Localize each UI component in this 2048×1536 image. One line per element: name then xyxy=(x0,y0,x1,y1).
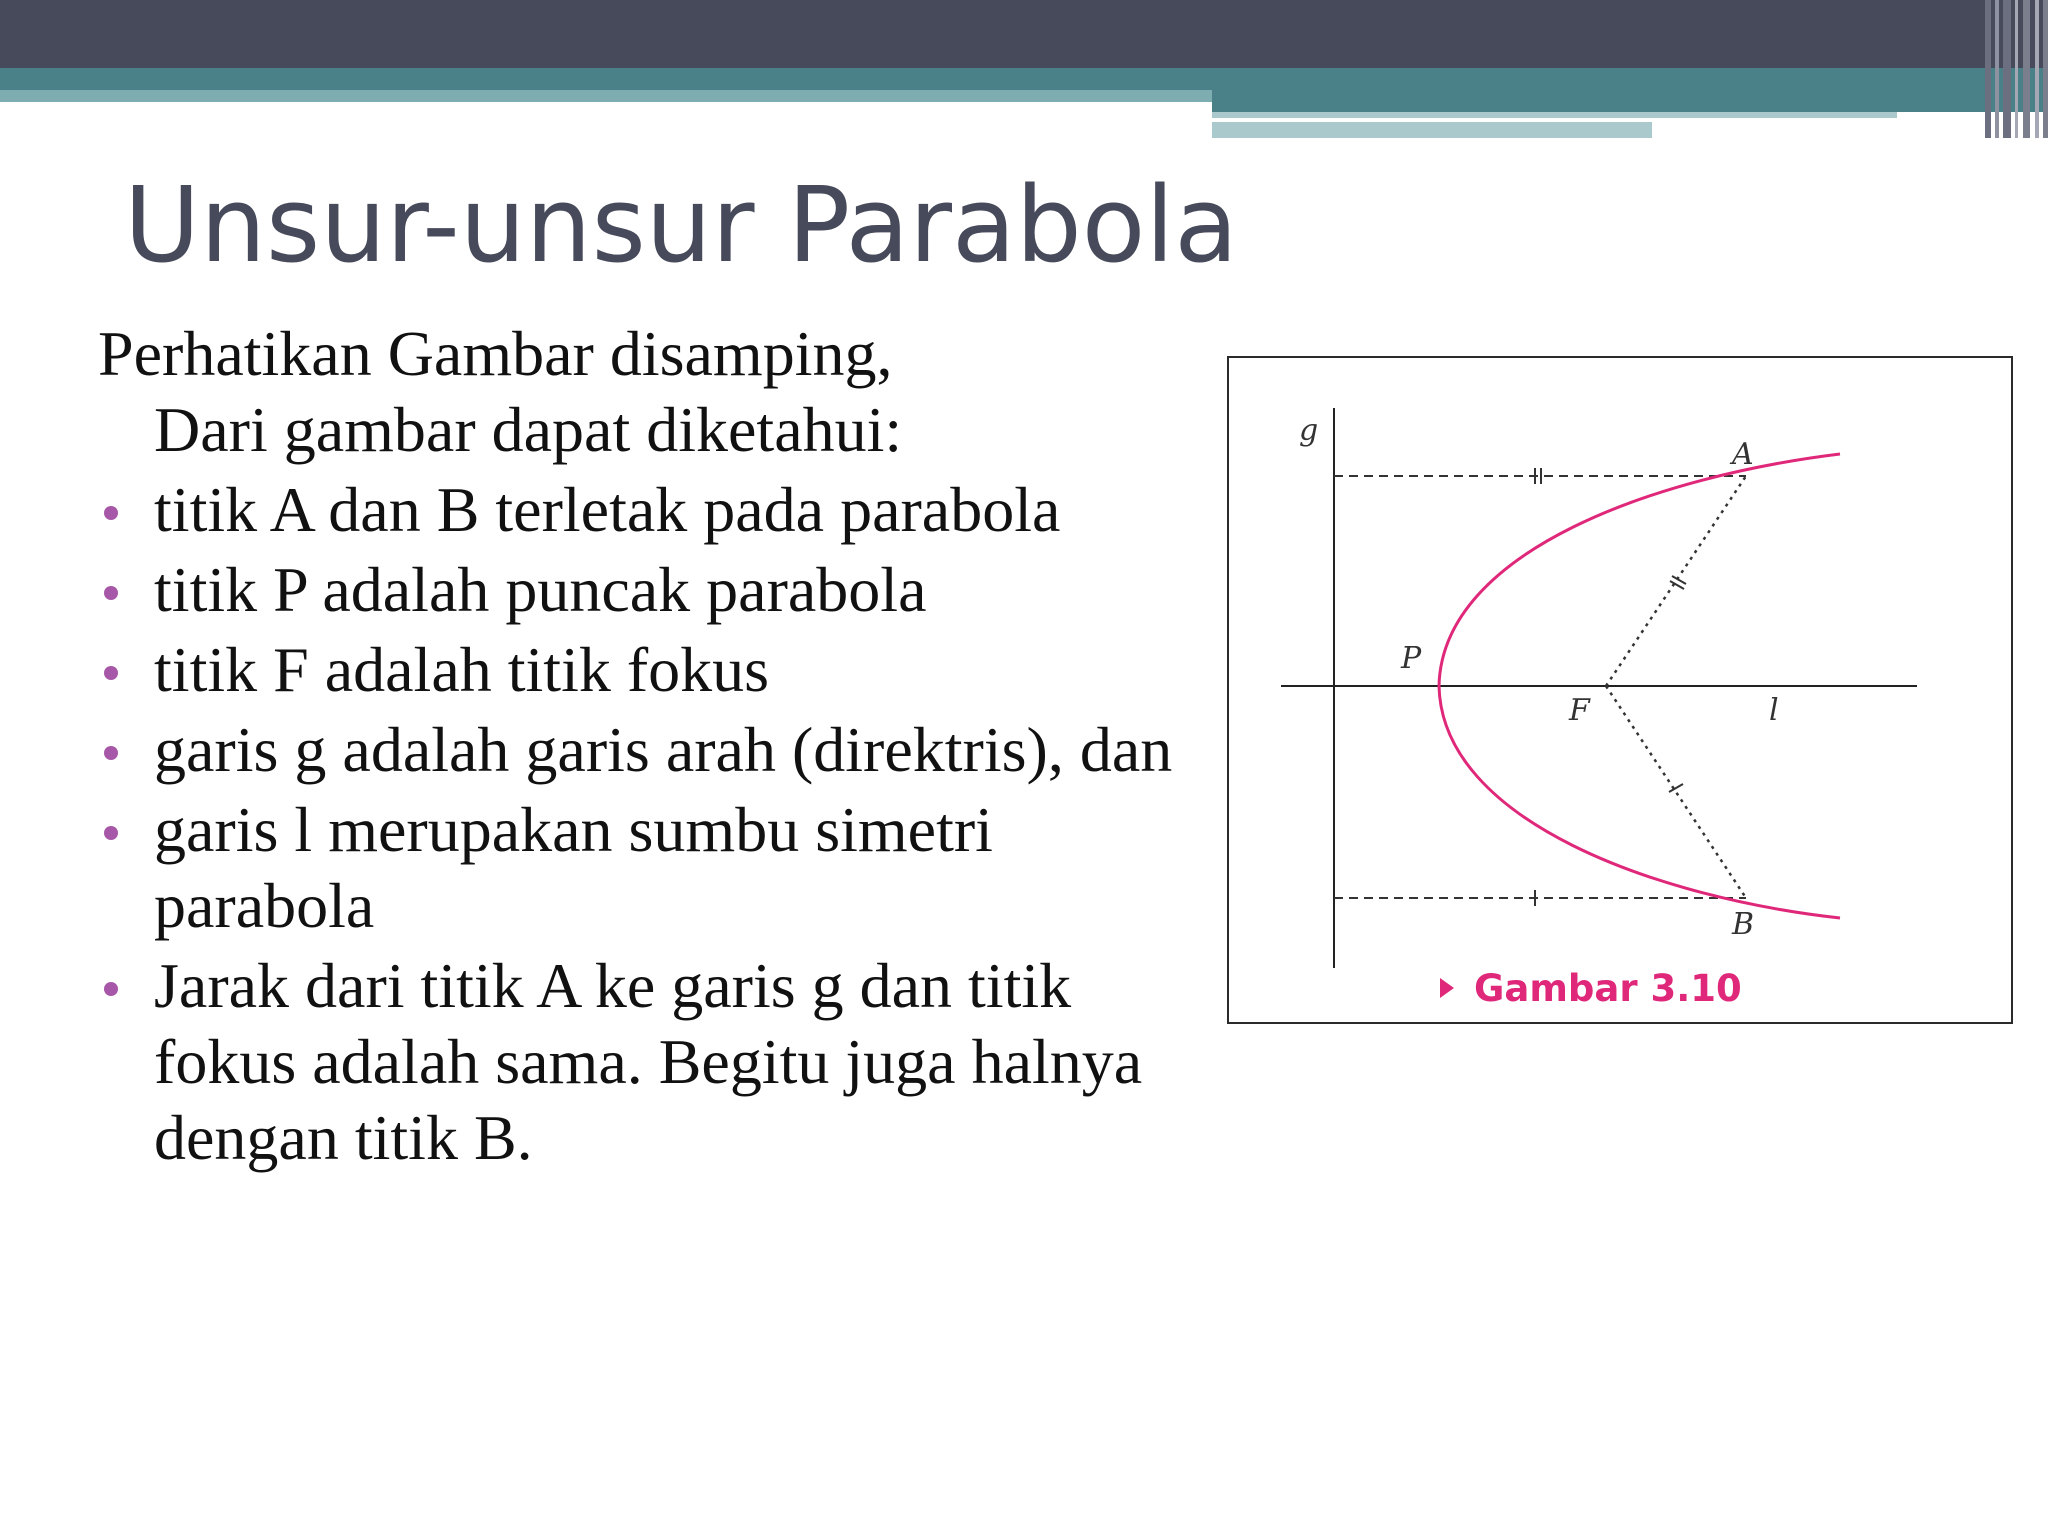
bullet-dot-icon xyxy=(104,586,118,600)
label-g: g xyxy=(1299,413,1319,448)
header-bar-dark xyxy=(0,0,2048,68)
caption-arrow-icon xyxy=(1440,978,1454,998)
list-item xyxy=(98,948,1188,1176)
bullet-list xyxy=(98,472,1188,1176)
bullet-text: titik F adalah titik fokus xyxy=(154,634,770,705)
slide-body xyxy=(98,316,1188,1176)
label-p: P xyxy=(1401,641,1422,676)
label-l: l xyxy=(1769,693,1779,728)
bullet-text: garis g adalah garis arah (direktris), dan xyxy=(154,714,1173,785)
header-bar-teal xyxy=(0,68,2048,90)
tick-mark xyxy=(1669,784,1683,792)
bullet-dot-icon xyxy=(104,746,118,760)
distance-b-to-focus xyxy=(1606,686,1746,898)
bullet-text: garis l merupakan sumbu simetri parabola xyxy=(154,794,993,941)
header-strip-light xyxy=(1212,112,1897,118)
label-f: F xyxy=(1569,693,1590,728)
bullet-dot-icon xyxy=(104,982,118,996)
slide-title: Unsur-unsur Parabola xyxy=(124,164,1239,286)
intro-text xyxy=(98,316,1188,468)
parabola-figure xyxy=(1227,356,2013,1024)
parabola-diagram xyxy=(1229,358,2011,1022)
list-item xyxy=(98,472,1188,548)
list-item xyxy=(98,712,1188,788)
bullet-dot-icon xyxy=(104,826,118,840)
list-item xyxy=(98,792,1188,944)
header-bar-teal-right xyxy=(1212,90,2048,112)
header-vertical-stripes xyxy=(1985,0,2048,138)
bullet-text: titik A dan B terletak pada parabola xyxy=(154,474,1061,545)
bullet-text: Jarak dari titik A ke garis g dan titik fokus adalah sama. Begitu juga halnya dengan titik B. xyxy=(154,950,1143,1173)
header-strip-light-lower xyxy=(1212,122,1652,138)
bullet-text: titik P adalah puncak parabola xyxy=(154,554,927,625)
header-bar-teal-light xyxy=(0,90,1212,102)
intro-line-2: Dari gambar dapat diketahui: xyxy=(154,394,903,465)
label-b: B xyxy=(1732,907,1755,942)
distance-a-to-focus xyxy=(1606,476,1746,686)
figure-caption: Gambar 3.10 xyxy=(1474,967,1742,1010)
list-item xyxy=(98,552,1188,628)
bullet-dot-icon xyxy=(104,666,118,680)
intro-line-1: Perhatikan Gambar disamping, xyxy=(98,318,893,389)
bullet-dot-icon xyxy=(104,506,118,520)
list-item xyxy=(98,632,1188,708)
label-a: A xyxy=(1732,437,1754,472)
